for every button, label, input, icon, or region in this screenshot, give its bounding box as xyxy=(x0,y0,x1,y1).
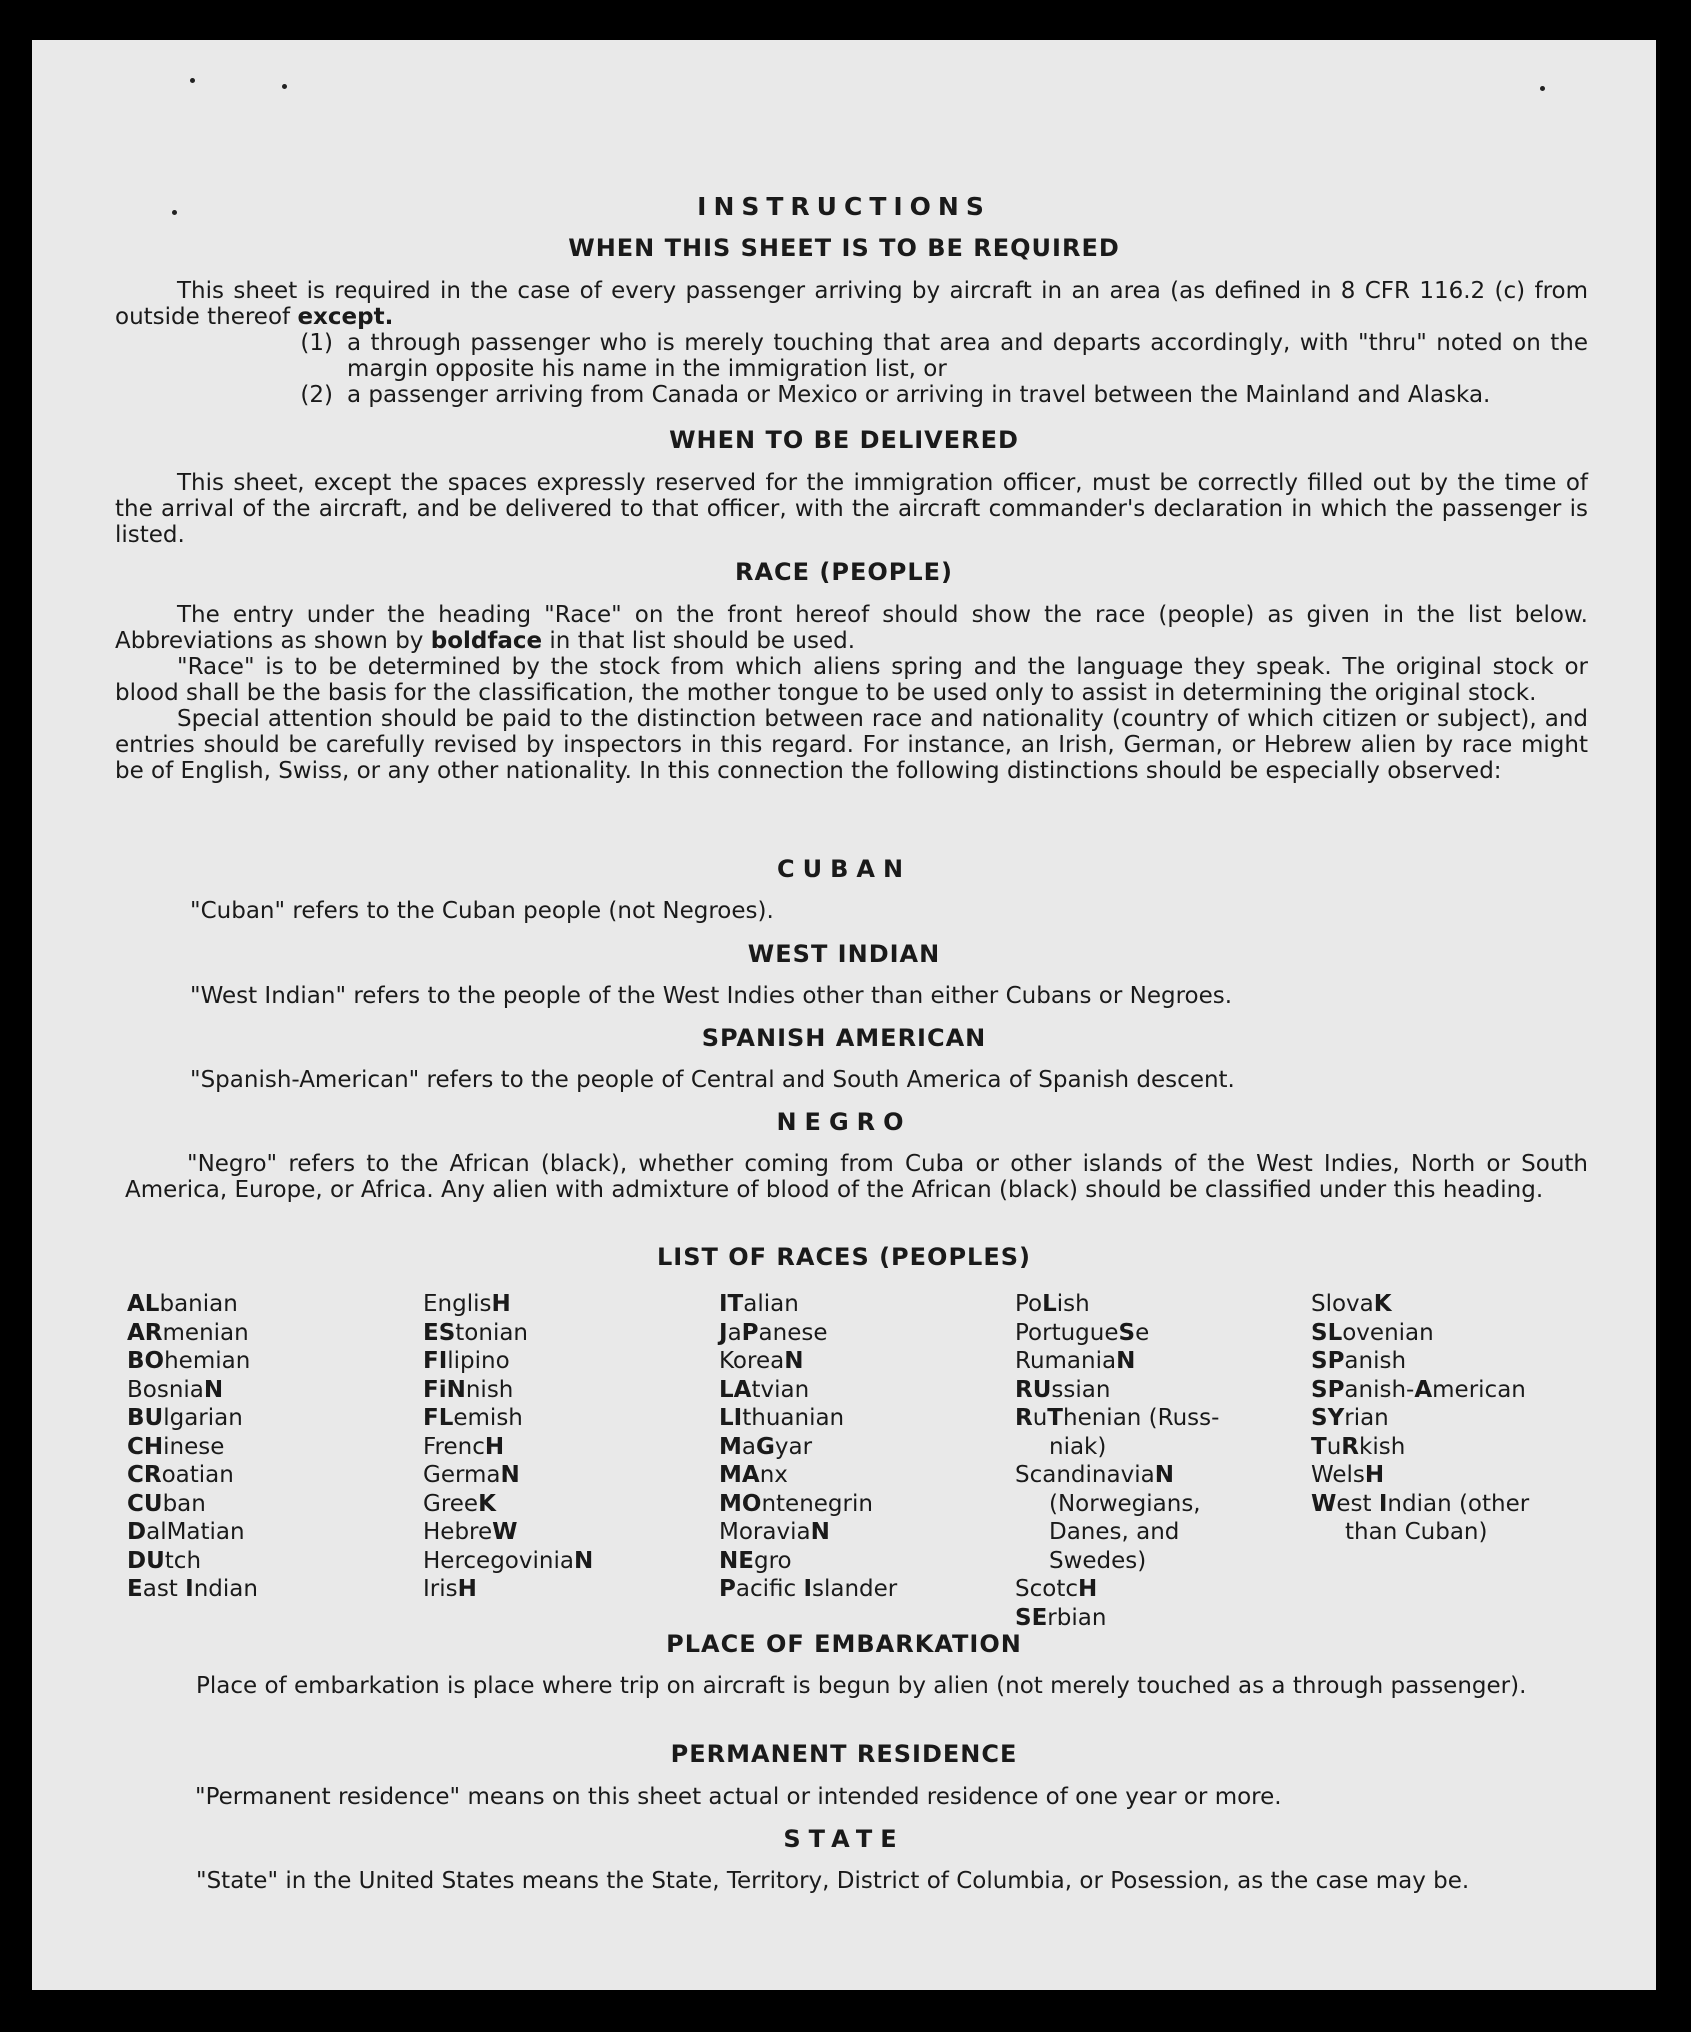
race-entry: RuThenian (Russ- xyxy=(1015,1405,1220,1431)
state-text: "State" in the United States means the State, Territory, District of Columbia, or Posession, as the case may be. xyxy=(196,1868,1470,1894)
race-entry: BOhemian xyxy=(127,1348,251,1374)
race-entry: SlovaK xyxy=(1311,1291,1392,1317)
race-entry: JaPanese xyxy=(719,1319,828,1346)
heading-cuban: CUBAN xyxy=(776,855,912,883)
race-paragraph: Special attention should be paid to the distinction between race and nationality (country of which citizen or subject), and entries should be carefully revised by inspectors in this regard. For instance, an Irish, German, or Hebrew alien by race might be of English, Swiss, or any other nationality. In this connection the following distinctions should be especially observed: xyxy=(115,706,1588,784)
race-entry: niak) xyxy=(1049,1433,1107,1460)
residence-text: "Permanent residence" means on this sheet actual or intended residence of one year or more. xyxy=(195,1784,1282,1810)
race-entry: GreeK xyxy=(423,1490,496,1517)
race-entry: CHinese xyxy=(127,1433,225,1460)
race-column xyxy=(423,1290,719,1632)
race-entry: TuRkish xyxy=(1311,1433,1406,1460)
delivered-text: This sheet, except the spaces expressly reserved for the immigration officer, must be correctly filled out by the time of the arrival of the aircraft, and be delivered to that officer, with the aircraft commander's declaration in which the passenger is listed. xyxy=(115,470,1588,548)
instruction-sheet xyxy=(32,40,1656,1990)
title-block xyxy=(32,192,1656,221)
race-entry: DUtch xyxy=(127,1547,202,1574)
spanish-american-text: "Spanish-American" refers to the people of Central and South America of Spanish descent. xyxy=(190,1067,1235,1093)
race-entry: MOntenegrin xyxy=(719,1490,873,1517)
race-entry: PortugueSe xyxy=(1015,1319,1150,1346)
heading-delivered: WHEN TO BE DELIVERED xyxy=(669,426,1019,454)
speck xyxy=(1540,86,1545,91)
race-column xyxy=(719,1290,1015,1632)
race-entry: (Norwegians, xyxy=(1049,1490,1201,1517)
race-entry: WelsH xyxy=(1311,1462,1385,1488)
race-entry: LIthuanian xyxy=(719,1405,845,1431)
race-entry: BosniaN xyxy=(127,1376,224,1403)
race-entry: GermaN xyxy=(423,1462,520,1488)
race-column xyxy=(127,1290,423,1632)
race-entry: RUssian xyxy=(1015,1376,1111,1403)
race-entry: than Cuban) xyxy=(1345,1519,1488,1545)
heading-negro: NEGRO xyxy=(776,1108,912,1136)
race-entry: FLemish xyxy=(423,1405,523,1431)
negro-text: "Negro" refers to the African (black), whether coming from Cuba or other islands of the West Indies, North or South America, Europe, or Africa. Any alien with admixture of blood of the African (black) should be classified under this heading. xyxy=(125,1151,1588,1203)
west-indian-text: "West Indian" refers to the people of the West Indies other than either Cubans or Negroes. xyxy=(190,983,1233,1009)
race-entry: ARmenian xyxy=(127,1319,249,1346)
heading-required: WHEN THIS SHEET IS TO BE REQUIRED xyxy=(568,234,1120,262)
race-body xyxy=(115,602,1588,784)
race-entry: DalMatian xyxy=(127,1519,245,1545)
heading-race: RACE (PEOPLE) xyxy=(734,558,954,586)
required-item: (1) a through passenger who is merely touching that area and departs accordingly, with "thru" noted on the margin opposite his name in the immigration list, or xyxy=(300,330,1588,382)
heading-spanish-american: SPANISH AMERICAN xyxy=(701,1024,987,1052)
race-entry: RumaniaN xyxy=(1015,1348,1136,1374)
race-entry: IrisH xyxy=(423,1576,477,1602)
race-entry: West Indian (other xyxy=(1311,1490,1530,1517)
race-entry: FrencH xyxy=(423,1433,505,1460)
required-body xyxy=(115,278,1588,408)
speck xyxy=(190,78,195,83)
race-entry: SPanish xyxy=(1311,1348,1407,1374)
race-entry: MaGyar xyxy=(719,1433,813,1460)
race-entry: SLovenian xyxy=(1311,1319,1434,1346)
required-intro: This sheet is required in the case of every passenger arriving by aircraft in an area (as defined in 8 CFR 116.2 (c) from outside thereof except. xyxy=(115,278,1588,330)
race-entry: Danes, and xyxy=(1049,1519,1180,1545)
section-required xyxy=(32,234,1656,262)
race-entry: SPanish-American xyxy=(1311,1376,1526,1403)
heading-state: STATE xyxy=(783,1825,905,1853)
heading-list-of-races: LIST OF RACES (PEOPLES) xyxy=(657,1243,1031,1271)
race-column xyxy=(1311,1290,1607,1632)
race-entry: SErbian xyxy=(1015,1604,1107,1631)
cuban-text: "Cuban" refers to the Cuban people (not Negroes). xyxy=(190,898,774,924)
race-entry: ALbanian xyxy=(127,1291,238,1317)
race-entry: MAnx xyxy=(719,1462,788,1488)
page-title: INSTRUCTIONS xyxy=(697,192,991,221)
heading-embarkation: PLACE OF EMBARKATION xyxy=(666,1630,1022,1658)
race-paragraph: "Race" is to be determined by the stock from which aliens spring and the language they speak. The original stock or blood shall be the basis for the classification, the mother tongue to be used only to assist in determining the original stock. xyxy=(115,654,1588,706)
race-entry: PoLish xyxy=(1015,1291,1090,1317)
race-entry: ITalian xyxy=(719,1291,799,1317)
heading-west-indian: WEST INDIAN xyxy=(747,940,941,968)
race-entry: FiNnish xyxy=(423,1376,514,1403)
race-entry: EnglisH xyxy=(423,1291,511,1317)
race-entry: ScotcH xyxy=(1015,1576,1098,1602)
speck xyxy=(282,84,287,89)
race-entry: HebreW xyxy=(423,1519,518,1545)
required-item: (2) a passenger arriving from Canada or Mexico or arriving in travel between the Mainland and Alaska. xyxy=(300,382,1491,408)
race-entry: MoraviaN xyxy=(719,1519,830,1545)
race-entry: NEgro xyxy=(719,1547,792,1574)
race-entry: Pacific Islander xyxy=(719,1576,898,1602)
race-entry: SYrian xyxy=(1311,1405,1389,1431)
embarkation-text: Place of embarkation is place where trip on aircraft is begun by alien (not merely touched as a through passenger). xyxy=(196,1673,1527,1699)
race-entry: East Indian xyxy=(127,1576,258,1602)
section-delivered xyxy=(32,426,1656,454)
race-entry: BUlgarian xyxy=(127,1405,243,1431)
race-entry: CRoatian xyxy=(127,1462,234,1488)
race-paragraph: The entry under the heading "Race" on the front hereof should show the race (people) as given in the list below. Abbreviations as shown by boldface in that list should be used. xyxy=(115,602,1588,654)
race-entry: KoreaN xyxy=(719,1348,804,1374)
race-entry: ScandinaviaN xyxy=(1015,1462,1174,1488)
race-entry: CUban xyxy=(127,1490,206,1517)
race-entry: Swedes) xyxy=(1049,1547,1147,1574)
race-entry: LAtvian xyxy=(719,1376,810,1403)
section-race xyxy=(32,558,1656,586)
heading-residence: PERMANENT RESIDENCE xyxy=(670,1740,1018,1768)
race-entry: HercegoviniaN xyxy=(423,1547,594,1574)
race-column xyxy=(1015,1290,1311,1632)
race-entry: FIlipino xyxy=(423,1348,510,1374)
race-entry: EStonian xyxy=(423,1319,529,1346)
races-list xyxy=(127,1290,1607,1632)
